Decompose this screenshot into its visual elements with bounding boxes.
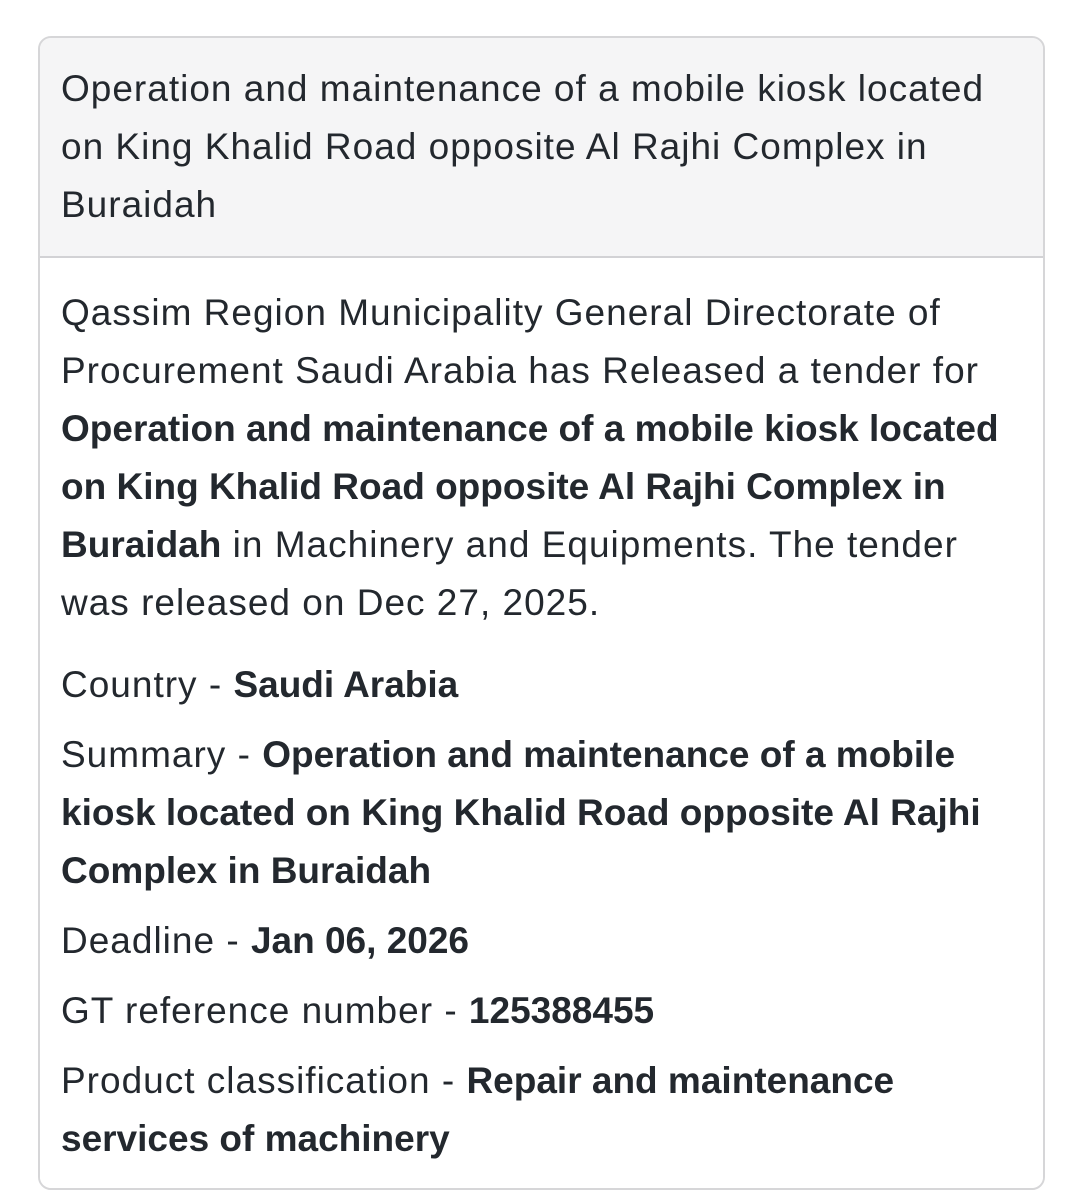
field-product-classification — [61, 1052, 1022, 1168]
tender-details — [40, 258, 1043, 1188]
field-summary — [61, 726, 1022, 900]
field-country-label: Country - — [61, 664, 234, 705]
tender-title-header — [40, 38, 1043, 258]
field-product-classification-label: Product classification - — [61, 1060, 467, 1101]
tender-intro-paragraph — [61, 284, 1022, 632]
intro-text-after: in Machinery and Equipments. The tender was released on Dec 27, 2025. — [61, 524, 958, 623]
field-deadline — [61, 912, 1022, 970]
field-country-value: Saudi Arabia — [233, 664, 459, 705]
field-gt-reference — [61, 982, 1022, 1040]
field-product-classification-value: Repair and maintenance services of machinery — [61, 1060, 895, 1159]
field-gt-reference-label: GT reference number - — [61, 990, 469, 1031]
tender-title: Operation and maintenance of a mobile kiosk located on King Khalid Road opposite Al Rajhi Complex in Buraidah — [61, 68, 985, 225]
intro-tender-title-bold: Operation and maintenance of a mobile kiosk located on King Khalid Road opposite Al Rajhi Complex in Buraidah — [61, 408, 999, 565]
field-deadline-label: Deadline - — [61, 920, 251, 961]
field-country — [61, 656, 1022, 714]
field-summary-label: Summary - — [61, 734, 263, 775]
field-gt-reference-value: 125388455 — [468, 990, 655, 1031]
field-summary-value: Operation and maintenance of a mobile kiosk located on King Khalid Road opposite Al Rajhi Complex in Buraidah — [61, 734, 981, 891]
intro-text-before: Qassim Region Municipality General Directorate of Procurement Saudi Arabia has Released a tender for — [61, 292, 979, 391]
field-deadline-value: Jan 06, 2026 — [250, 920, 469, 961]
tender-card — [38, 36, 1045, 1190]
